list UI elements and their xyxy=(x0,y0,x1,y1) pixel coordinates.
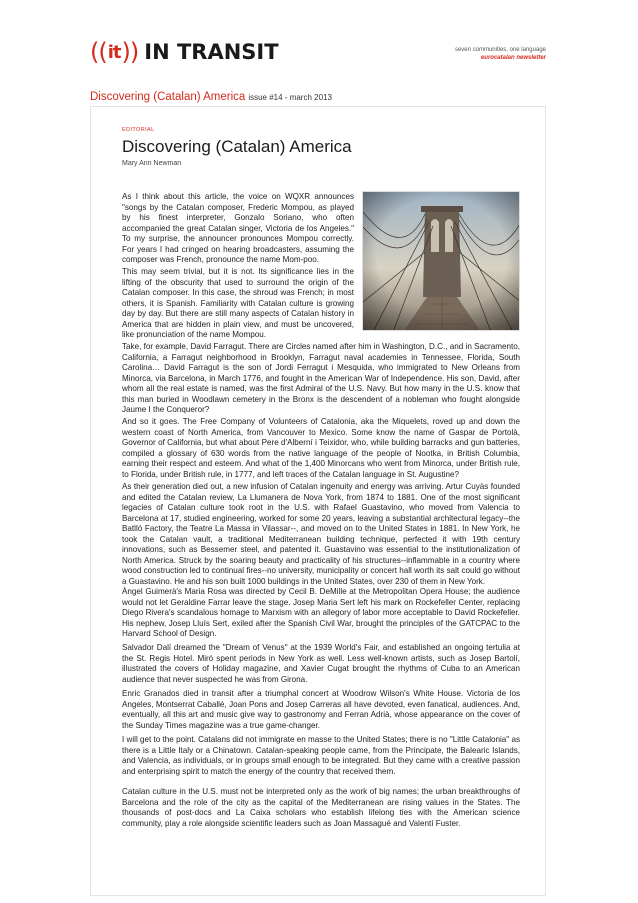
article-paragraph: As I think about this article, the voice on WQXR announces "songs by the Catalan composer, Frederic Mompou, as played by his finest interpreter, Gonzalo Soriano, who often accompanied the great Catalan singer, Victoria de los Angeles." To my surprise, the announcer pronounces Mompou correctly. For years I had cringed on hearing broadcasters, assuming the composer was French, pronounce the name Mom-poo. xyxy=(122,192,354,264)
article-paragraph: Àngel Guimerà's Maria Rosa was directed by Cecil B. DeMille at the Metropolitan Opera House; the audience would not let Geraldine Farrar leave the stage. Josep Maria Sert left his mark on Rockefeller Center, replacing Diego Rivera's scandalous homage to Marxism with an allegory of labor more acceptable to David Rockefeller. His nephew, Josep Lluís Sert, exiled after the Spanish Civil War, brought the principles of the GATCPAC to the Harvard School of Design. xyxy=(122,587,520,638)
brooklyn-bridge-photo xyxy=(362,191,520,331)
tagline-primary: seven communities, one language xyxy=(454,47,546,53)
article-paragraph: Take, for example, David Farragut. There are Circles named after him in Washington, D.C., and in Sacramento, California, a Farragut neighborhood in Brooklyn, Farragut naval academies in Tennessee, Florida, South Carolina… David Farragut is the son of Jordi Ferragut i Mesquida, who immigrated to New Orleans from Minorca, via Barcelona, in March 1776, and fought in the American War of Independence. His son, David, after whom all the real estate is named, was the first Admiral of the U.S. Navy. But how many in the U.S. know that this man buried in Woodlawn cemetery in the Bronx is the descendent of a nobleman who fought alongside Jaume I the Conqueror? xyxy=(122,342,520,414)
article-paragraph: As their generation died out, a new infusion of Catalan ingenuity and energy was arriving. Artur Cuyàs founded and edited the Catalan review, La Llumanera de Nova York, from 1874 to 1881. One of the most significant legacies of Catalan culture took root in the U.S. with Rafael Guastavino, who moved from Valencia to Barcelona at 17, studied engineering, worked for some 20 years, leaving a substantial architectural legacy--the Batlló Factory, the Teatre La Massa in Vilassar--, and moved on to the United States in 1881. In New York, he took the Catalan vault, a traditional Mediterranean building technique, perfected it with 19th century innovations, such as Bessemer steel, and patented it. Guastavino was essential to the institutionalization of North America. Struck by the soaring beauty and practicality of his structures--inflammable in a country where wood construction led to continual fires--no university, municipality or concert hall worth its salt could go without a Guastavino. He and his son built 1000 buildings in the United States, over 230 of them in New York. xyxy=(122,482,520,586)
article-paragraph: Enric Granados died in transit after a triumphal concert at Woodrow Wilson's White House. Victoria de los Angeles, Montserrat Caballé, Joan Pons and Josep Carreras all have devoted, even fanatical, audiences. And, eventually, all this art and music give way to gastronomy and Ferran Adrià, whose appearance on the cover of the Sunday Times magazine was a true game-changer. xyxy=(122,689,520,730)
article-paragraph: This may seem trivial, but it is not. Its significance lies in the lifting of the obscurity that used to surround the origin of the Catalan composer. In this case, the shroud was French; in most others, it is Spanish. Familiarity with Catalan culture is growing day by day. But there are still many aspects of Catalan history in America that are hidden in plain view, and must be uncovered, like pronunciation of the name Mompou. xyxy=(122,267,354,339)
article-title: Discovering (Catalan) America xyxy=(122,137,352,156)
logo-mark: (( it )) xyxy=(90,38,139,66)
article-paragraph: Catalan culture in the U.S. must not be interpreted only as the work of big names; the urban breakthroughs of Barcelona and the role of the city as the capital of the Mediterranean are rising values in the States. The thousands of post-docs and La Caixa scholars who establish lifelong ties with the American science community, play a role alongside scientific leaders such as Joan Massagué and Valentí Fuster. xyxy=(122,787,520,828)
article-paragraph: And so it goes. The Free Company of Volunteers of Catalonia, aka the Miquelets, roved up and down the western coast of North America, from Vancouver to Mexico. Some know the name of Gaspar de Portolà, Governor of California, but what about Pere d'Alberní i Teixidor, who, while building barracks and gun batteries, compiled a glossary of 630 words from the native language of the people of Nootka, in British Columbia, earning their respect and esteem. And what of the 1,400 Minorcans who went from Minorca, under British rule, to Florida, under British rule, in 1777, and left traces of the Catalan language in St. Augustine? xyxy=(122,417,520,479)
logo xyxy=(90,38,279,66)
issue-number: issue #14 - march 2013 xyxy=(248,93,332,102)
article-author: Mary Ann Newman xyxy=(122,160,182,167)
newsletter-header xyxy=(90,38,546,78)
photo-illustration xyxy=(363,192,520,331)
article-paragraph: I will get to the point. Catalans did not immigrate en masse to the United States; there is no "Little Catalonia" as there is a Little Italy or a Chinatown. Catalan-speaking people came, from the Principate, the Balearic Islands, and Valencia, as individuals, or in groups small enough to be integrated. But they came with a creative passion and enterprising spirit to match the energy of the country that received them. xyxy=(122,735,520,776)
issue-line xyxy=(90,91,546,103)
issue-title: Discovering (Catalan) America xyxy=(90,91,246,103)
tagline xyxy=(455,46,546,62)
article-paragraph: Salvador Dalí dreamed the "Dream of Venus" at the 1939 World's Fair, and established an ongoing tertulia at the St. Regis Hotel. Miró spent periods in New York as well. Less well-known artists, such as Josep Bartolí, illustrated the covers of Holiday magazine, and Xavier Cugat brought the rhythms of Cuba to an American audience that never suspected he was from Girona. xyxy=(122,643,520,684)
logo-name: IN TRANSIT xyxy=(144,40,279,64)
section-label: EDITORIAL xyxy=(122,127,155,133)
tagline-secondary: eurocatalan newsletter xyxy=(480,55,546,61)
